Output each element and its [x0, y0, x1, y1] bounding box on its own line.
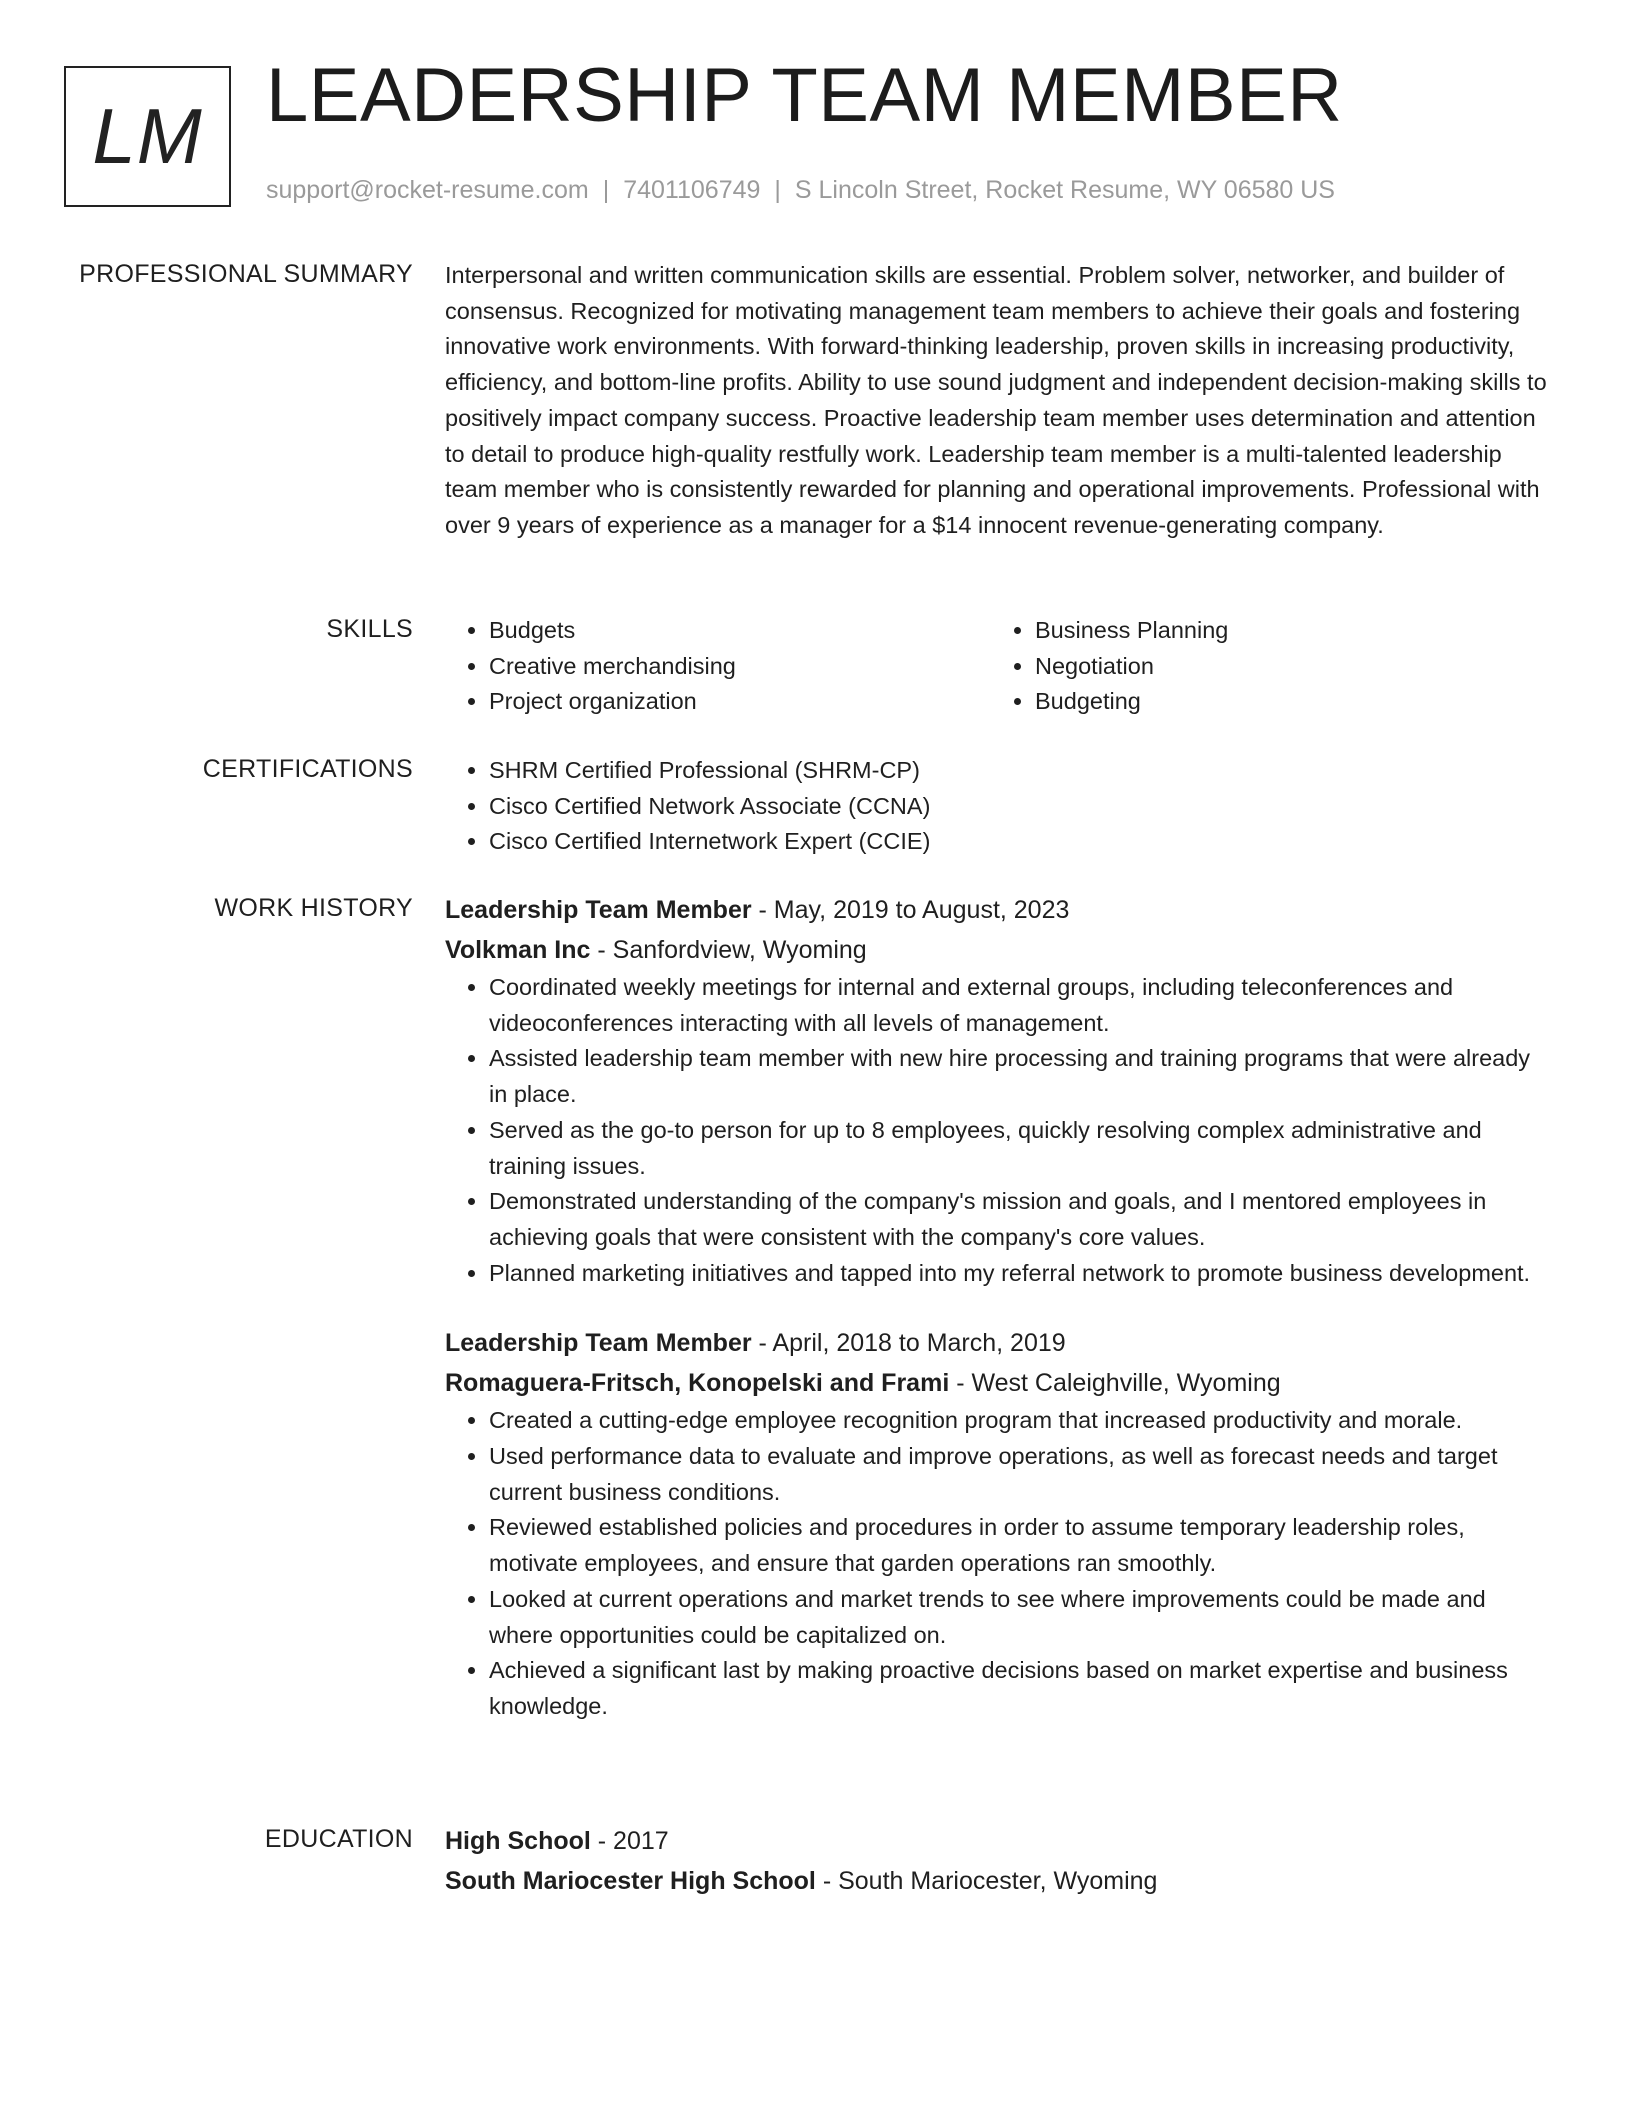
summary-text: Interpersonal and written communication skills are essential. Problem solver, networker, and builder of consensus. Recognized for motivating management team members to achieve their goals and fostering innovative work environments. With forward-thinking leadership, proven skills in increasing productivity, efficiency, and bottom-line profits. Ability to use sound judgment and independent decision-making skills to positively impact company success. Proactive leadership team member uses determination and attention to detail to produce high-quality restfully work. Leadership team member is a multi-talented leadership team member who is consistently rewarded for planning and operational improvements. Professional with over 9 years of experience as a manager for a $14 innocent revenue-generating company. [445, 262, 1547, 538]
job-title-line [445, 1323, 1550, 1363]
education-location: - South Mariocester, Wyoming [815, 1867, 1158, 1895]
section-title: WORK HISTORY [214, 894, 413, 922]
skill-item: • Business Planning [1035, 613, 1537, 649]
job-bullets [445, 1403, 1550, 1724]
contact-address: S Lincoln Street, Rocket Resume, WY 06580 US [794, 176, 1335, 204]
skills-grid [445, 613, 1550, 720]
certification-item: • SHRM Certified Professional (SHRM-CP) [489, 753, 1550, 789]
education-degree-line [445, 1821, 1550, 1861]
contact-phone[interactable]: 7401106749 [623, 176, 761, 204]
job-entry [445, 1323, 1550, 1724]
job-title-line [445, 890, 1550, 930]
job-company-line [445, 930, 1550, 970]
section-title: CERTIFICATIONS [202, 755, 413, 783]
skill-item: • Creative merchandising [489, 649, 991, 685]
education-degree: High School [445, 1827, 591, 1855]
certifications-body [445, 753, 1550, 860]
job-bullet: • Served as the go-to person for up to 8 employees, quickly resolving complex administrative and training issues. [489, 1113, 1550, 1184]
skills-list-right [991, 613, 1537, 720]
education-body [445, 1821, 1550, 1901]
resume-name: LEADERSHIP TEAM MEMBER [266, 53, 1343, 138]
skills-list-left [445, 613, 991, 720]
skill-item: • Project organization [489, 684, 991, 720]
job-bullet: • Demonstrated understanding of the company's mission and goals, and I mentored employees in achieving goals that were consistent with the company's core values. [489, 1184, 1550, 1255]
contact-separator: | [602, 176, 610, 204]
skill-item: • Negotiation [1035, 649, 1537, 685]
job-location: - West Caleighville, Wyoming [949, 1369, 1281, 1398]
certification-item: • Cisco Certified Network Associate (CCNA) [489, 789, 1550, 825]
work-history-body [445, 890, 1550, 1725]
job-company: Romaguera-Fritsch, Konopelski and Frami [445, 1369, 950, 1398]
section-title: EDUCATION [264, 1825, 413, 1853]
job-bullet: • Achieved a significant last by making proactive decisions based on market expertise and business knowledge. [489, 1653, 1550, 1724]
job-bullet: • Created a cutting-edge employee recognition program that increased productivity and morale. [489, 1403, 1550, 1439]
job-bullet: • Planned marketing initiatives and tapped into my referral network to promote business development. [489, 1256, 1550, 1292]
section-title: PROFESSIONAL SUMMARY [79, 260, 413, 288]
education-school: South Mariocester High School [445, 1867, 816, 1895]
job-bullet: • Used performance data to evaluate and improve operations, as well as forecast needs and target current business conditions. [489, 1439, 1550, 1510]
job-bullet: • Reviewed established policies and procedures in order to assume temporary leadership roles, motivate employees, and ensure that garden operations ran smoothly. [489, 1510, 1550, 1581]
section-title: SKILLS [326, 615, 413, 643]
summary-body [445, 258, 1550, 544]
job-role: Leadership Team Member [445, 1329, 752, 1358]
job-dates: - May, 2019 to August, 2023 [751, 896, 1070, 924]
contact-email[interactable]: support@rocket-resume.com [266, 176, 589, 204]
certification-item: • Cisco Certified Internetwork Expert (CCIE) [489, 824, 1550, 860]
job-bullet: • Coordinated weekly meetings for internal and external groups, including teleconferences and videoconferences interacting with all levels of management. [489, 970, 1550, 1041]
job-role: Leadership Team Member [445, 896, 752, 924]
contact-separator: | [774, 176, 781, 204]
skill-item: • Budgets [489, 613, 991, 649]
job-bullet: • Assisted leadership team member with new hire processing and training programs that were already in place. [489, 1041, 1550, 1112]
job-dates: - April, 2018 to March, 2019 [751, 1329, 1066, 1358]
monogram-logo: LM [64, 66, 231, 207]
job-bullet: • Looked at current operations and market trends to see where improvements could be made and where opportunities could be capitalized on. [489, 1582, 1550, 1653]
job-company-line [445, 1363, 1550, 1403]
job-location: - Sanfordview, Wyoming [590, 936, 867, 964]
job-entry [445, 890, 1550, 1291]
certifications-list [445, 753, 1550, 860]
education-school-line [445, 1861, 1550, 1901]
job-company: Volkman Inc [445, 936, 591, 964]
contact-line [266, 176, 1335, 205]
skill-item: • Budgeting [1035, 684, 1537, 720]
education-year: - 2017 [590, 1827, 669, 1855]
job-bullets [445, 970, 1550, 1291]
